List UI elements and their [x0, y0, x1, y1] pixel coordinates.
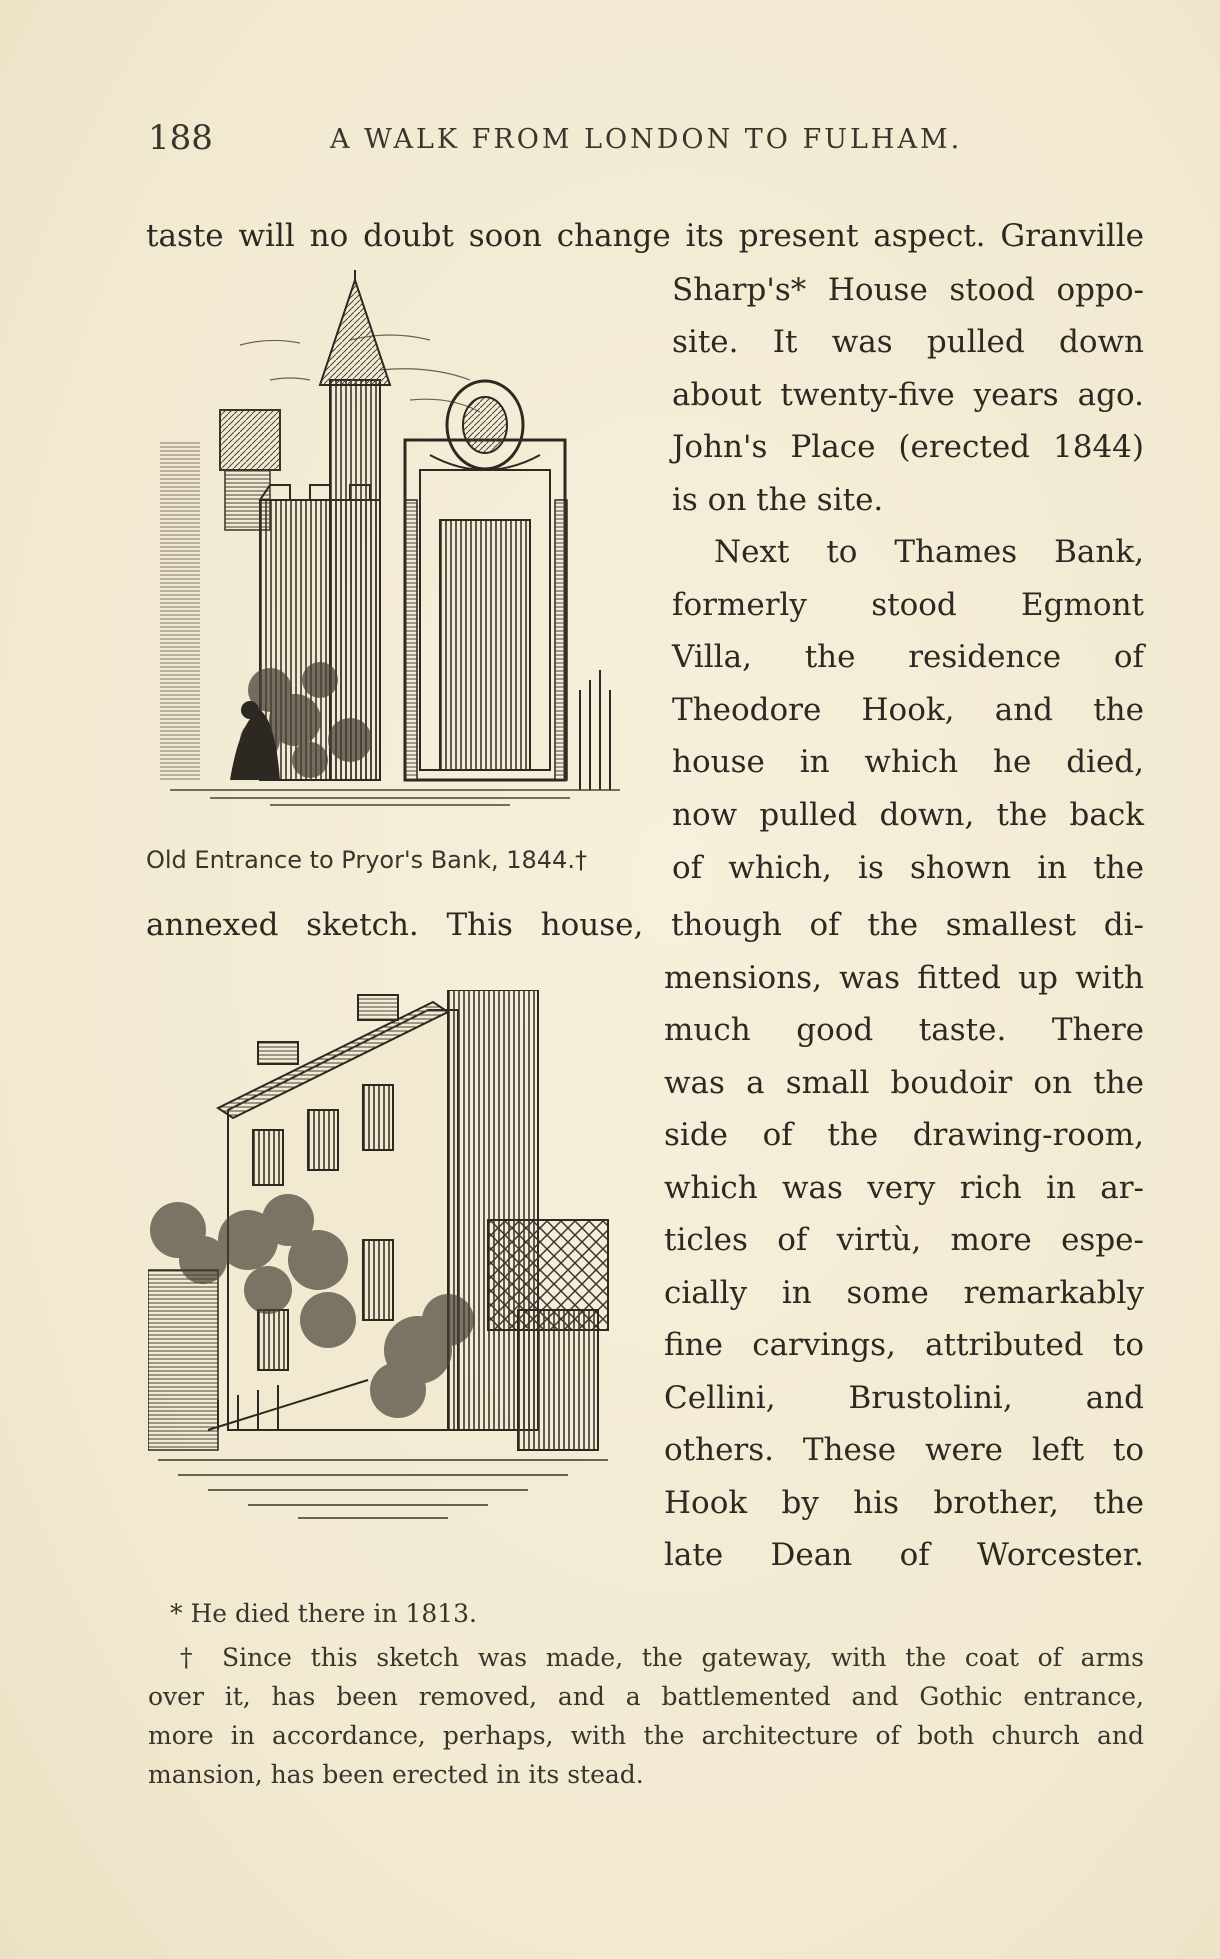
- body-line: formerly stood Egmont: [672, 587, 1144, 623]
- page-number: 188: [148, 118, 213, 158]
- footnote: † Since this sketch was made, the gateway, with the coat of arms: [180, 1643, 1144, 1672]
- body-line: taste will no doubt soon change its present aspect. Granville: [146, 218, 1144, 254]
- body-line: late Dean of Worcester.: [664, 1537, 1144, 1573]
- body-line: is on the site.: [672, 482, 884, 518]
- body-line: annexed sketch. This house, though of the smallest di-: [146, 907, 1144, 943]
- body-line: now pulled down, the back: [672, 797, 1144, 833]
- body-line: much good taste. There: [664, 1012, 1144, 1048]
- body-line: site. It was pulled down: [672, 324, 1144, 360]
- page-header: [148, 118, 1108, 166]
- footnote: over it, has been removed, and a battlemented and Gothic entrance,: [148, 1682, 1144, 1711]
- body-line: Cellini, Brustolini, and: [664, 1380, 1144, 1416]
- body-line: of which, is shown in the: [672, 850, 1144, 886]
- running-title: A WALK FROM LONDON TO FULHAM.: [330, 124, 963, 155]
- footnote: more in accordance, perhaps, with the architecture of both church and: [148, 1721, 1144, 1750]
- footnote: * He died there in 1813.: [170, 1599, 477, 1628]
- body-line: Villa, the residence of: [672, 639, 1144, 675]
- body-line: side of the drawing-room,: [664, 1117, 1144, 1153]
- body-line: mensions, was fitted up with: [664, 960, 1144, 996]
- body-line: John's Place (erected 1844): [672, 429, 1144, 465]
- gateway-engraving: [150, 270, 640, 840]
- body-line: others. These were left to: [664, 1432, 1144, 1468]
- body-line: about twenty-five years ago.: [672, 377, 1144, 413]
- body-line: Hook by his brother, the: [664, 1485, 1144, 1521]
- footnote: mansion, has been erected in its stead.: [148, 1760, 644, 1789]
- body-line: ticles of virtù, more espe-: [664, 1222, 1144, 1258]
- villa-engraving: [148, 990, 628, 1540]
- body-line: which was very rich in ar-: [664, 1170, 1144, 1206]
- gateway-caption: Old Entrance to Pryor's Bank, 1844.†: [146, 846, 587, 874]
- body-line: fine carvings, attributed to: [664, 1327, 1144, 1363]
- body-line: house in which he died,: [672, 744, 1144, 780]
- body-line: Theodore Hook, and the: [672, 692, 1144, 728]
- body-line: was a small boudoir on the: [664, 1065, 1144, 1101]
- body-line: Sharp's* House stood oppo-: [672, 272, 1144, 308]
- body-line: cially in some remarkably: [664, 1275, 1144, 1311]
- body-line: Next to Thames Bank,: [714, 534, 1144, 570]
